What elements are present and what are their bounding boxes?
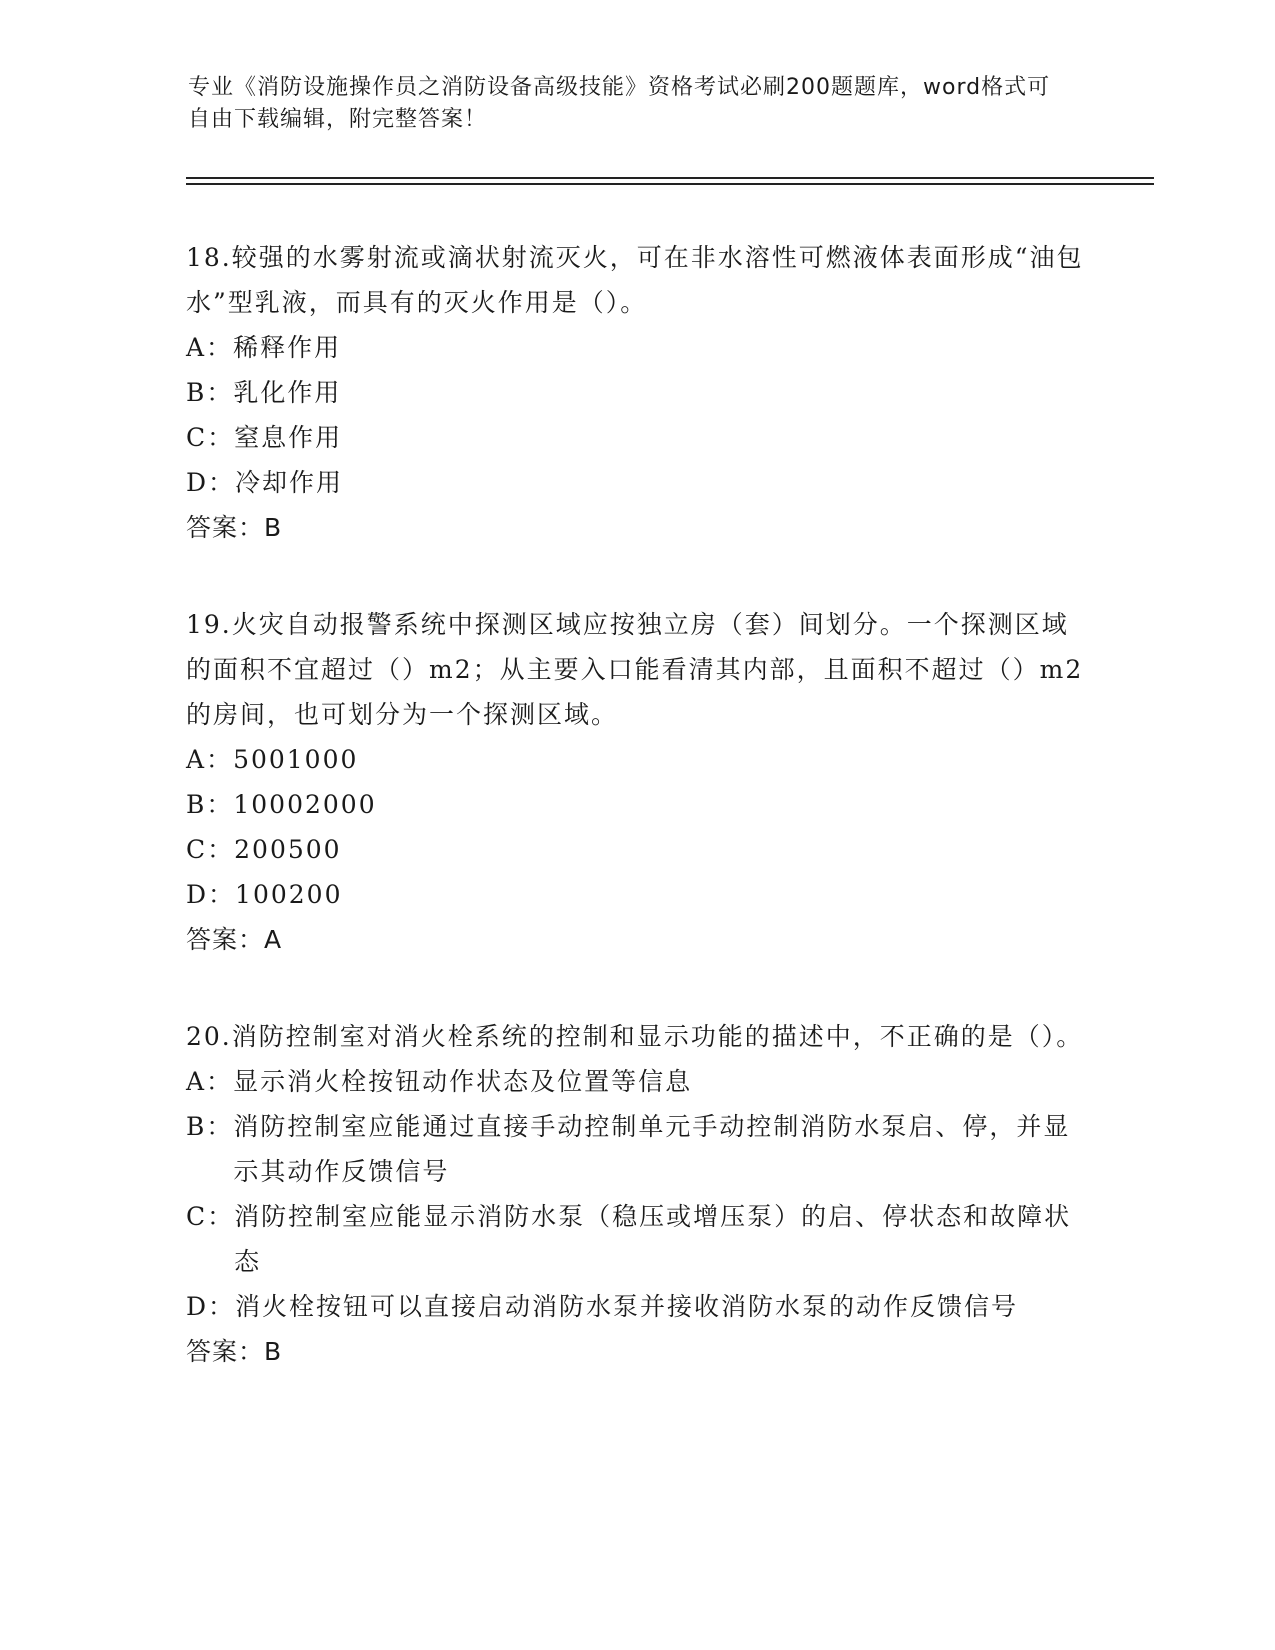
option-d: [186, 1284, 1086, 1329]
option-text: 消防控制室应能显示消防水泵（稳压或增压泵）的启、停状态和故障状态: [234, 1202, 1072, 1276]
header-divider-top: [186, 177, 1154, 179]
option-c: [186, 1194, 1086, 1284]
question-stem: 18.较强的水雾射流或滴状射流灭火，可在非水溶性可燃液体表面形成“油包水”型乳液，而具有的灭火作用是（）。: [186, 243, 1084, 317]
option-a: [186, 325, 1086, 370]
option-text: 显示消火栓按钮动作状态及位置等信息: [233, 1067, 693, 1096]
option-text: 稀释作用: [233, 333, 342, 362]
question-20: [186, 1014, 1086, 1374]
option-key: A：: [186, 1067, 234, 1096]
answer-line: 答案：B: [186, 1337, 283, 1366]
question-19: [186, 602, 1086, 962]
option-key: B：: [186, 1112, 234, 1141]
option-key: B：: [186, 378, 234, 407]
option-text: 5001000: [233, 745, 359, 774]
question-list: [186, 235, 1086, 1426]
option-key: C：: [186, 1202, 235, 1231]
option-key: D：: [186, 880, 236, 909]
option-key: B：: [186, 790, 234, 819]
option-d: [186, 872, 1086, 917]
option-key: D：: [186, 468, 236, 497]
option-text: 消火栓按钮可以直接启动消防水泵并接收消防水泵的动作反馈信号: [235, 1292, 1019, 1321]
header-divider-bottom: [186, 183, 1154, 185]
option-key: A：: [186, 333, 234, 362]
question-stem: 20.消防控制室对消火栓系统的控制和显示功能的描述中，不正确的是（）。: [186, 1022, 1084, 1051]
option-c: [186, 415, 1086, 460]
document-header: 专业《消防设施操作员之消防设备高级技能》资格考试必刷200题题库，word格式可自由下载编辑，附完整答案！: [188, 75, 1051, 132]
question-18: [186, 235, 1086, 550]
option-c: [186, 827, 1086, 872]
option-b: [186, 782, 1086, 827]
option-key: D：: [186, 1292, 236, 1321]
option-text: 10002000: [233, 790, 377, 819]
option-key: C：: [186, 423, 235, 452]
option-key: C：: [186, 835, 235, 864]
option-text: 100200: [235, 880, 343, 909]
option-text: 消防控制室应能通过直接手动控制单元手动控制消防水泵启、停，并显示其动作反馈信号: [233, 1112, 1071, 1186]
option-text: 200500: [234, 835, 342, 864]
option-b: [186, 370, 1086, 415]
option-a: [186, 1059, 1086, 1104]
option-key: A：: [186, 745, 234, 774]
question-stem: 19.火灾自动报警系统中探测区域应按独立房（套）间划分。一个探测区域的面积不宜超过（）m2；从主要入口能看清其内部，且面积不超过（）m2的房间，也可划分为一个探测区域。: [186, 610, 1084, 729]
answer-line: 答案：B: [186, 513, 283, 542]
option-text: 乳化作用: [233, 378, 342, 407]
option-text: 窒息作用: [234, 423, 343, 452]
option-d: [186, 460, 1086, 505]
option-a: [186, 737, 1086, 782]
option-text: 冷却作用: [235, 468, 344, 497]
option-b: [186, 1104, 1086, 1194]
answer-line: 答案：A: [186, 925, 283, 954]
